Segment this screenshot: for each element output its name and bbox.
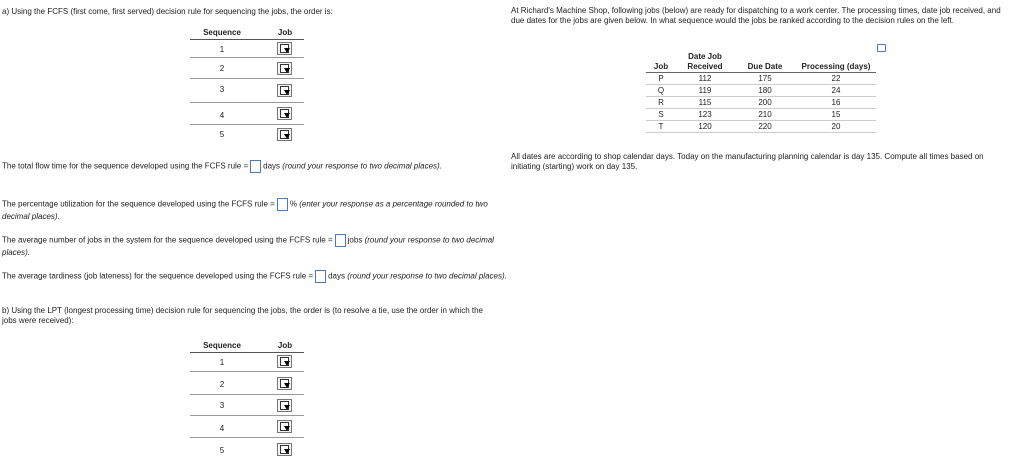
question-flow-time [2,160,507,173]
q4-unit: days [328,271,345,281]
seq-number: 5 [219,446,225,455]
seq-header-rule-b [190,352,304,353]
col-job: Job [646,52,676,73]
avg-jobs-input[interactable] [335,234,346,247]
cell: 210 [734,109,796,121]
job-select[interactable] [277,355,292,368]
question-avg-jobs [2,234,507,258]
q1-unit: days [263,161,281,171]
part-b-title: b) Using the LPT (longest processing time) decision rule for sequencing the jobs, the order is (to resolve a tie, use the order in which the jobs were received): [2,306,483,325]
cell: 120 [676,121,734,133]
q2-note: (enter your response as a percentage rounded to two decimal places). [2,199,488,221]
cell: 180 [734,85,796,97]
seq-number: 5 [219,130,225,139]
seq-number: 4 [219,111,225,120]
dropdown-icon [280,44,289,53]
cell: 115 [676,97,734,109]
seq-number: 1 [219,45,225,54]
cell: 15 [796,109,876,121]
cell: 24 [796,85,876,97]
row-divider [190,437,304,438]
flow-time-input[interactable] [250,160,261,173]
seq-header-rule-a [190,39,304,40]
cell: Q [646,85,676,97]
job-select[interactable] [277,42,292,55]
job-select[interactable] [277,443,292,456]
utilization-input[interactable] [277,198,288,211]
dropdown-icon [280,64,289,73]
dropdown-icon [280,130,289,139]
table-row [646,121,876,133]
cell: 16 [796,97,876,109]
job-select[interactable] [277,377,292,390]
q3-text: The average number of jobs in the system for the sequence developed using the FCFS rule = [2,235,333,245]
cell: 22 [796,73,876,85]
table-row [646,73,876,85]
cell: T [646,121,676,133]
q1-note: (round your response to two decimal places). [282,161,442,171]
q4-text: The average tardiness (job lateness) for the sequence developed using the FCFS rule = [2,271,314,281]
q2-text: The percentage utilization for the sequence developed using the FCFS rule = [2,199,275,209]
dropdown-icon [280,357,289,366]
cell: 123 [676,109,734,121]
cell: 119 [676,85,734,97]
table-row [646,109,876,121]
row-divider [190,57,304,58]
question-tardiness [2,270,507,283]
seq-number: 3 [219,401,225,410]
job-select[interactable] [277,84,292,97]
table-row [646,97,876,109]
q2-unit: % [289,199,297,209]
row-divider [190,415,304,416]
job-header-b: Job [277,341,293,350]
dropdown-icon [280,379,289,388]
row-divider [190,78,304,79]
q3-unit: jobs [347,235,363,245]
job-select[interactable] [277,399,292,412]
seq-header-a: Sequence [203,28,241,37]
cell: 20 [796,121,876,133]
q1-text: The total flow time for the sequence developed using the FCFS rule = [2,161,249,171]
seq-number: 1 [219,358,225,367]
seq-number: 2 [219,64,225,73]
cell: 112 [676,73,734,85]
jobs-table [646,52,876,133]
seq-header-b: Sequence [203,341,241,350]
dropdown-icon [280,109,289,118]
part-a-title: a) Using the FCFS (first come, first served) decision rule for sequencing the jobs, the order is: [2,7,333,16]
job-select[interactable] [277,107,292,120]
row-divider [190,102,304,103]
copy-icon[interactable] [877,44,886,52]
cell: 175 [734,73,796,85]
col-date-received: Date Job Received [676,52,734,73]
cell: 200 [734,97,796,109]
job-select[interactable] [277,62,292,75]
table-row [646,85,876,97]
cell: S [646,109,676,121]
seq-number: 4 [219,424,225,433]
col-processing: Processing (days) [796,52,876,73]
seq-number: 2 [219,380,225,389]
row-divider [190,394,304,395]
job-select[interactable] [277,420,292,433]
q3-note: (round your response to two decimal places). [2,235,494,257]
row-divider [190,371,304,372]
row-divider [190,124,304,125]
dropdown-icon [280,422,289,431]
dropdown-icon [280,445,289,454]
dropdown-icon [280,401,289,410]
cell: P [646,73,676,85]
problem-intro: At Richard's Machine Shop, following jobs (below) are ready for dispatching to a work center. The processing times, date job received, and due dates for the jobs are given below. In what sequence would the jobs be ranked according to the decision rules on the left. [511,6,1001,25]
cell: R [646,97,676,109]
cell: 220 [734,121,796,133]
question-utilization [2,198,507,222]
seq-number: 3 [219,85,225,94]
instructions-note: All dates are according to shop calendar days. Today on the manufacturing planning calendar is day 135. Compute all times based on initiating (starting) work on day 135. [511,152,984,171]
tardiness-input[interactable] [315,270,326,283]
job-select[interactable] [277,128,292,141]
q4-note: (round your response to two decimal places). [347,271,507,281]
job-header-a: Job [277,28,293,37]
dropdown-icon [280,86,289,95]
col-due-date: Due Date [734,52,796,73]
